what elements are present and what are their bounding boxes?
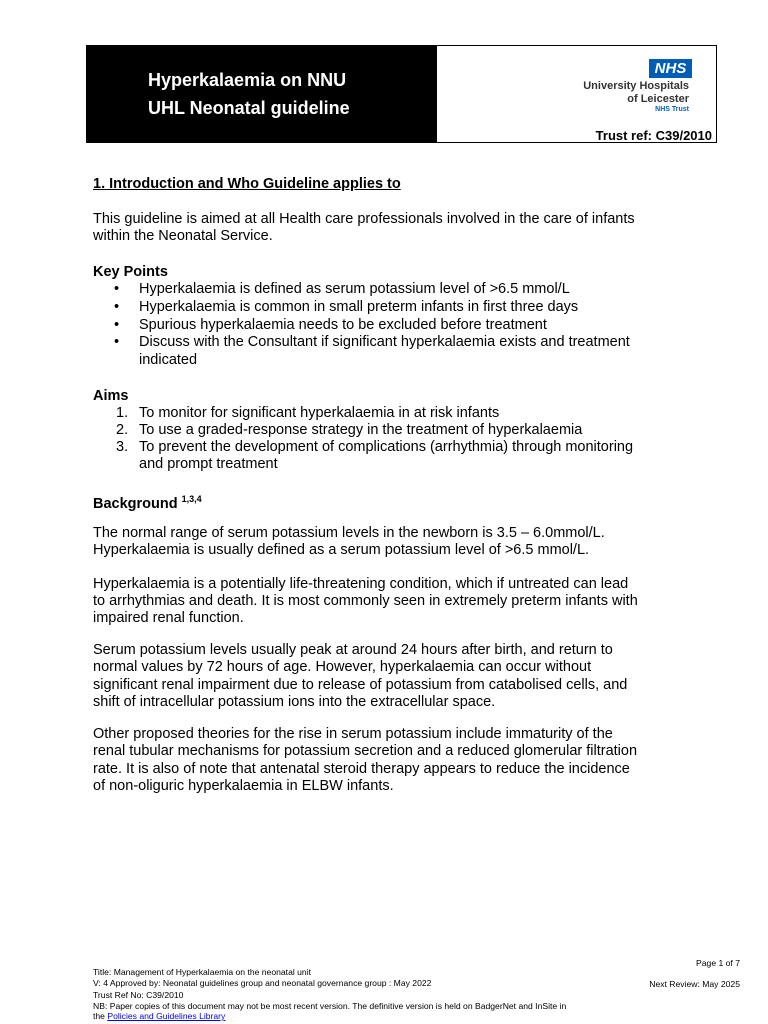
- aim-number: 2.: [116, 422, 129, 438]
- intro-paragraph-line2: within the Neonatal Service.: [93, 228, 273, 244]
- key-point-item: Hyperkalaemia is common in small preterm infants in first three days: [139, 299, 579, 315]
- background-p3-line: significant renal impairment due to release of potassium from catabolised cells, and: [93, 677, 628, 693]
- footer-version: V: 4 Approved by: Neonatal guidelines group and neonatal governance group : May 2022: [93, 978, 432, 988]
- background-p4-line: of non-oliguric hyperkalaemia in ELBW infants.: [93, 778, 394, 794]
- document-header: [86, 45, 717, 143]
- bullet-icon: •: [114, 281, 120, 297]
- background-p3-line: shift of intracellular potassium ions into the extracellular space.: [93, 694, 496, 710]
- background-p4-line: renal tubular mechanisms for potassium secretion and a reduced glomerular filtration: [93, 743, 638, 759]
- background-p1-line: The normal range of serum potassium levels in the newborn is 3.5 – 6.0mmol/L.: [93, 525, 605, 541]
- nhs-logo: [438, 46, 716, 142]
- document-title: Hyperkalaemia on NNU: [148, 70, 347, 90]
- key-point-item: Hyperkalaemia is defined as serum potassium level of >6.5 mmol/L: [139, 281, 570, 297]
- aim-item: To prevent the development of complications (arrhythmia) through monitoring: [139, 439, 634, 455]
- background-p4-line: Other proposed theories for the rise in serum potassium include immaturity of the: [93, 726, 613, 742]
- bullet-icon: •: [114, 334, 120, 350]
- key-point-item: Spurious hyperkalaemia needs to be excluded before treatment: [139, 317, 547, 333]
- background-references: 1,3,4: [181, 494, 202, 504]
- background-p2-line: impaired renal function.: [93, 610, 244, 626]
- background-p2-line: to arrhythmias and death. It is most commonly seen in extremely preterm infants with: [93, 593, 638, 609]
- logo-org-line2: of Leicester: [627, 93, 689, 105]
- footer-note: NB: Paper copies of this document may not be most recent version. The definitive version is held on BadgerNet and InSite in: [93, 1001, 567, 1011]
- section-heading-introduction: 1. Introduction and Who Guideline applies to: [93, 176, 401, 192]
- header-title-block: [87, 46, 437, 142]
- background-p1-line: Hyperkalaemia is usually defined as a serum potassium level of >6.5 mmol/L.: [93, 542, 590, 558]
- bullet-icon: •: [114, 317, 120, 333]
- document-subtitle: UHL Neonatal guideline: [148, 98, 350, 118]
- intro-paragraph-line1: This guideline is aimed at all Health care professionals involved in the care of infants: [93, 211, 635, 227]
- footer-next-review: Next Review: May 2025: [649, 979, 740, 989]
- key-point-item: Discuss with the Consultant if significant hyperkalaemia exists and treatment: [139, 334, 630, 350]
- logo-org-line3: NHS Trust: [655, 106, 689, 113]
- background-p3-line: Serum potassium levels usually peak at around 24 hours after birth, and return to: [93, 642, 613, 658]
- trust-ref: Trust ref: C39/2010: [595, 128, 712, 143]
- background-heading: [93, 491, 202, 513]
- policies-library-link[interactable]: Policies and Guidelines Library: [107, 1011, 226, 1021]
- background-p2-line: Hyperkalaemia is a potentially life-threatening condition, which if untreated can lead: [93, 576, 629, 592]
- nhs-logo-badge: NHS: [649, 59, 692, 78]
- aim-item: To monitor for significant hyperkalaemia in at risk infants: [139, 405, 500, 421]
- footer-trust-ref: Trust Ref No: C39/2010: [93, 990, 184, 1000]
- background-p4-line: rate. It is also of note that antenatal steroid therapy appears to reduce the incidence: [93, 761, 630, 777]
- footer-link-line: [93, 1012, 225, 1021]
- background-heading-text: Background: [93, 495, 178, 512]
- page-number: Page 1 of 7: [696, 958, 740, 968]
- aims-heading: Aims: [93, 388, 129, 404]
- aim-item: To use a graded-response strategy in the treatment of hyperkalaemia: [139, 422, 583, 438]
- footer-title: Title: Management of Hyperkalaemia on the neonatal unit: [93, 967, 311, 977]
- logo-org-line1: University Hospitals: [583, 80, 689, 92]
- footer-link-prefix: the: [93, 1011, 108, 1021]
- aim-number: 1.: [116, 405, 129, 421]
- key-points-heading: Key Points: [93, 264, 168, 280]
- background-p3-line: normal values by 72 hours of age. However, hyperkalaemia can occur without: [93, 659, 592, 675]
- bullet-icon: •: [114, 299, 120, 315]
- aim-number: 3.: [116, 439, 129, 455]
- key-point-item-continuation: indicated: [139, 352, 198, 368]
- aim-item-continuation: and prompt treatment: [139, 456, 278, 472]
